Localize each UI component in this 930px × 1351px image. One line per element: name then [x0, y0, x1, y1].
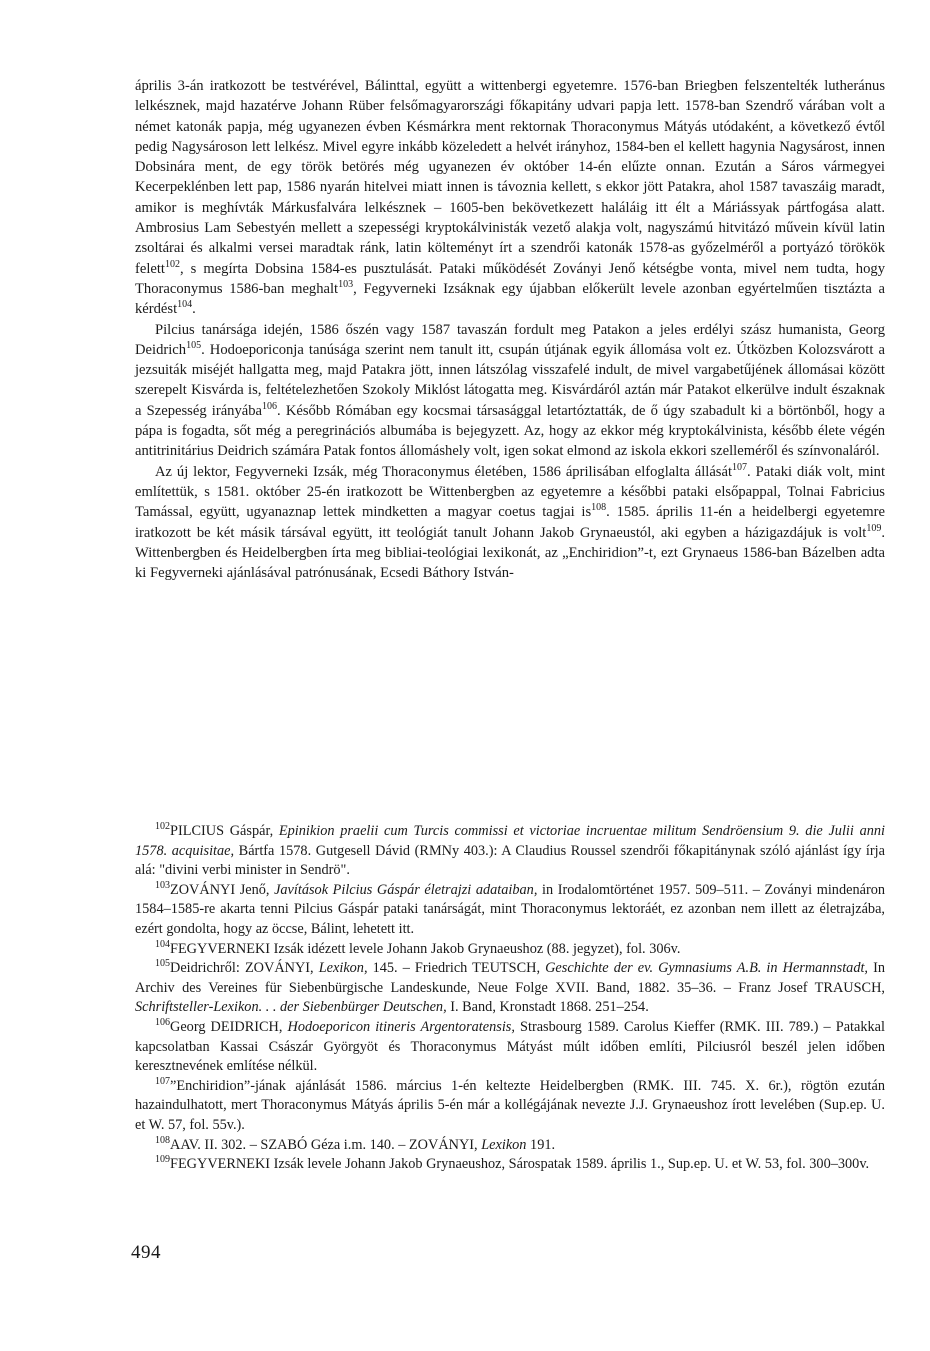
- footnote-number: 108: [155, 1134, 170, 1146]
- footnote-102: [135, 822, 885, 881]
- footnotes: [135, 822, 885, 1175]
- footnote-107: [135, 1077, 885, 1136]
- footnote-title: Lexikon: [481, 1136, 527, 1153]
- footnote-title: Schriftsteller-Lexikon. . . der Siebenbürger Deutschen,: [135, 999, 447, 1016]
- paragraph-3: [135, 462, 885, 584]
- footnote-number: 102: [155, 821, 170, 833]
- footnote-text: Deidrichről: ZOVÁNYI,: [170, 960, 319, 977]
- footnote-ref-104[interactable]: 104: [177, 299, 193, 311]
- text-run: április 3-án iratkozott be testvérével, Bálinttal, együtt a wittenbergi egyetemre. 1576-ban Briegben felszentelték lutheránus lelkésznek, majd hazatérve Johann Rüber felsőmagyarországi főkapitány udvari papja lett. 1578-ban Szendrő várában volt a német katonák papja, még ugyanezen évben Késmárkra ment rektornak Thoraconymus Mátyás utódaként, a következő évtől pedig Nagysároson lett lelkész. Mivel egyre inkább közeledett a helvét irányhoz, 1584-ben el kellett hagynia Nagysárost, innen Dobsinára ment, de egy török betörés még ugyanezen év október 14-én elűzte onnan. Ezután a Sáros vármegyei Kecerpeklénben lett pap, 1586 nyarán hitelvei miatt innen is távoznia kellett, s ekkor jött Patakra, ahol 1587 tavaszáig maradt, amikor is meghívták Márkusfalvára lelkésznek – 1605-ben bekövetkezett haláláig itt élt a Máriássyak pártfogása alatt. Ambrosius Lam Sebestyén mellett a szepességi kryptokálvinisták vezető alakja volt, nagyszámú hitvitázó művein kívül latin zsoltárai és alkalmi versei maradtak ránk, latin költeményt írt a szendrői katonák 1578-as győzelméről a portyázó törökök felett: [135, 78, 885, 277]
- footnote-ref-108[interactable]: 108: [591, 502, 607, 514]
- footnote-text: PILCIUS Gáspár,: [170, 823, 279, 839]
- footnote-number: 104: [155, 938, 170, 950]
- paragraph-1: [135, 76, 885, 320]
- footnote-ref-103[interactable]: 103: [338, 279, 354, 291]
- footnote-ref-102[interactable]: 102: [164, 258, 180, 270]
- footnote-text: ZOVÁNYI Jenő,: [170, 881, 275, 898]
- text-run: . Pataki diák volt, mint említettük, s 1581. október 25-én iratkozott be Wittenbergben az egyetemre a későbbi pataki elsőpappal, Tolnai Fabricius Tamással, együtt, ugyanaznap lettek mindketten a magyar coetus tagjai is: [135, 463, 885, 521]
- footnote-number: 107: [155, 1075, 170, 1087]
- footnote-ref-109[interactable]: 109: [866, 522, 882, 534]
- footnote-106: [135, 1018, 885, 1077]
- footnote-text: Georg DEIDRICH,: [170, 1018, 288, 1035]
- text-run: .: [192, 301, 196, 318]
- footnote-title: Geschichte der ev. Gymnasiums A.B. in Hermannstadt,: [545, 960, 869, 977]
- footnote-number: 106: [155, 1017, 170, 1029]
- footnote-text: In Archiv des Vereines für Siebenbürgische Landeskunde, Neue Folge XVII. Band, 1882. 35–36. – Franz Josef TRAUSCH,: [135, 960, 885, 996]
- footnote-title: Lexikon,: [318, 960, 368, 977]
- footnote-text: AAV. II. 302. – SZABÓ Géza i.m. 140. – ZOVÁNYI,: [170, 1136, 482, 1153]
- page-number: 494: [131, 1242, 161, 1263]
- footnote-text: Bártfa 1578. Gutgesell Dávid (RMNy 403.): A Claudius Roussel szendrői főkapitánynak szóló ajánlást így írja alá: "divini verbi minister in Sendrö".: [135, 842, 885, 879]
- footnote-ref-107[interactable]: 107: [732, 461, 748, 473]
- footnote-text: 191.: [526, 1136, 556, 1153]
- text-run: Pilcius tanársága idején, 1586 őszén vagy 1587 tavaszán fordult meg Patakon a jeles erdélyi szász humanista, Georg Deidrich: [135, 321, 885, 358]
- text-run: Az új lektor, Fegyverneki Izsák, még Thoraconymus életében, 1586 áprilisában elfoglalta állását: [155, 463, 733, 480]
- text-run: , s megírta Dobsina 1584-es pusztulását. Pataki működését Zoványi Jenő kétségbe vonta, mivel nem tudta, hogy Thoraconymus 1586-ban meghalt: [135, 260, 885, 297]
- footnote-text: Strasbourg 1589. Carolus Kieffer (RMK. III. 789.) – Patakkal kapcsolatban Kassai Császár Györgyöt és Thoraconymus Mátyást múlt időben említi, Pilciusról beszél jelen időben keresztnevének említése nélkül.: [135, 1018, 885, 1075]
- text-run: . Wittenbergben és Heidelbergben írta meg bibliai-teológiai lexikonát, az „Enchiridion”-t, ezt Grynaeus 1586-ban Bázelben adta ki Fegyverneki ajánlásával patrónusának, Ecsedi Báthory István-: [135, 524, 885, 582]
- footnote-number: 105: [155, 958, 170, 970]
- footnote-ref-105[interactable]: 105: [186, 340, 202, 351]
- text-run: . Később Rómában egy kocsmai társasággal letartóztatták, de ő úgy szabadult ki a börtönből, hogy a pápa is fogadta, sőt még a peregrinációs albumába is bejegyzett. Az, hogy az ekkor még kryptokálvinista, később élete végén antitrinitárius Deidrich számára Patak fontos állomáshely volt, igen sokat elmond az iskola ekkori szelleméről és színvonaláról.: [135, 402, 885, 460]
- footnote-text: I. Band, Kronstadt 1868. 251–254.: [446, 999, 649, 1016]
- footnote-109: [135, 1155, 885, 1175]
- footnote-ref-106[interactable]: 106: [262, 400, 278, 412]
- footnote-text: in Irodalomtörténet 1957. 509–511. – Zoványi mindenáron 1584–1585-re akarta tenni Pilcius Gáspár pataki tanárságát, mint Thoraconymus lektoráét, ez azonban nem illett az életrajzába, ezért gondolta, hogy az öccse, Bálint, lehetett itt.: [135, 881, 885, 937]
- footnote-number: 109: [155, 1154, 170, 1166]
- footnote-108: [135, 1136, 885, 1156]
- footnote-text: FEGYVERNEKI Izsák idézett levele Johann Jakob Grynaeushoz (88. jegyzet), fol. 306v.: [170, 940, 681, 957]
- footnote-103: [135, 881, 885, 940]
- footnote-title: Hodoeporicon itineris Argentoratensis,: [287, 1018, 515, 1035]
- footnote-105: [135, 959, 885, 1018]
- paragraph-2: [135, 320, 885, 462]
- footnote-title: Epinikion praelii cum Turcis commissi et victoriae incruentae militum Sendröensium 9. die Julii anni 1578. acquisitae,: [135, 823, 885, 859]
- footnote-number: 103: [155, 880, 170, 892]
- footnote-text: FEGYVERNEKI Izsák levele Johann Jakob Grynaeushoz, Sárospatak 1589. április 1., Sup.ep. U. et W. 53, fol. 300–300v.: [170, 1156, 870, 1173]
- footnote-text: ”Enchiridion”-jának ajánlását 1586. március 1-én keltezte Heidelbergben (RMK. III. 745. X. 6r.), rögtön ezután hazaindulhatott, mert Thoraconymus Mátyás április 5-én már a kollégájának nevezte J.J. Grynaeushoz írott levelében (Sup.ep. U. et W. 57, fol. 55v.).: [135, 1077, 885, 1133]
- main-text: [135, 76, 885, 583]
- text-run: . 1585. április 11-én a heidelbergi egyetemre iratkozott be két másik társával együtt, itt teológiát tanult Johann Jakob Grynaeustól, aki egyben a házigazdájuk is volt: [135, 504, 885, 541]
- text-run: , Fegyverneki Izsáknak egy újabban előkerült levele azonban egyértelműen tisztázta a kérdést: [135, 280, 886, 318]
- footnote-text: 145. – Friedrich TEUTSCH,: [367, 960, 546, 977]
- footnote-104: [135, 940, 885, 960]
- text-run: . Hodoeporiconja tanúsága szerint nem tanult itt, csupán útjának egyik állomása volt ez. Útközben Kolozsvárott a jezsuiták miséjét hallgatta meg, majd Patakra jött, innen látszólag visszafelé indult, de mivel vargabetűjének állomásai között szerepelt Kisvárda is, feltételezhetően Szokoly Miklóst látogatta meg. Kisvárdáról aztán már Patakot elkerülve indult északnak a Szepesség irányába: [135, 341, 885, 419]
- footnote-title: Javítások Pilcius Gáspár életrajzi adataiban,: [274, 881, 538, 898]
